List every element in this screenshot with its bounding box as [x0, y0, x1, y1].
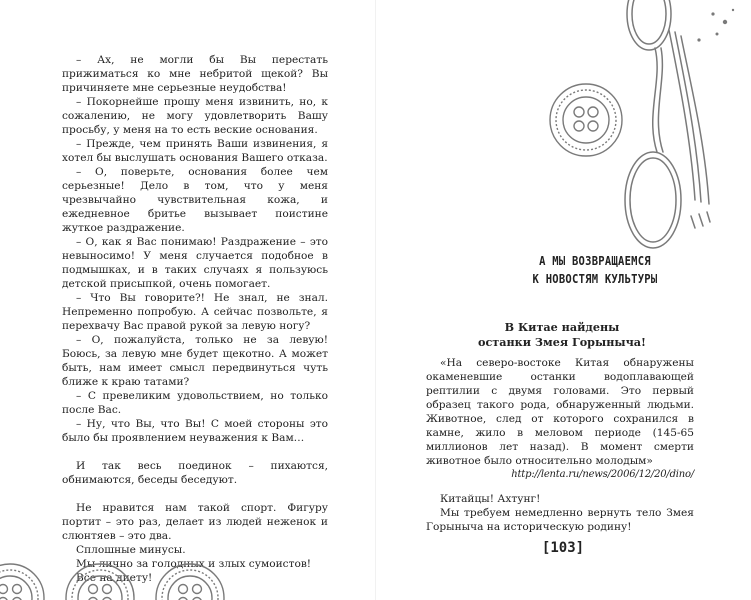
paragraph: Сплошные минусы. — [76, 544, 186, 556]
paragraph: – О, как я Вас понимаю! Раздражение – это невыносимо! У меня случается подобное в подмышках, и в таких случаях я пользуюсь детской присыпкой, очень помогает. — [62, 236, 328, 290]
paragraph: – С превеликим удовольствием, но только после Вас. — [62, 390, 328, 416]
right-body-text — [426, 356, 694, 534]
glasses-illustration — [621, 0, 751, 265]
paragraph: – Прежде, чем принять Ваши извинения, я хотел бы выслушать основания Вашего отказа. — [62, 138, 328, 164]
paragraph: Мы лично за голодных и злых сумоистов! — [76, 558, 312, 570]
decorative-dots — [697, 9, 734, 42]
section-heading-line: К НОВОСТЯМ КУЛЬТУРЫ — [532, 271, 658, 286]
news-title — [416, 320, 708, 350]
section-heading — [498, 252, 691, 288]
buttons-illustration — [0, 540, 230, 600]
section-heading-line: А МЫ ВОЗВРАЩАЕМСЯ — [539, 253, 651, 268]
news-title-line: останки Змея Горыныча! — [478, 335, 646, 349]
button-illustration — [156, 564, 224, 600]
source-link[interactable]: http://lenta.ru/news/2006/12/20/dino/ — [511, 469, 694, 480]
right-page — [376, 0, 751, 600]
news-title-line: В Китае найдены — [504, 320, 620, 334]
page-number: [103] — [541, 540, 585, 556]
paragraph: Не нравится нам такой спорт. Фигуру портит – это раз, делает из людей неженок и слюнтяев – это два. — [62, 502, 328, 542]
button-illustration — [546, 80, 626, 160]
paragraph: – Ну, что Вы, что Вы! С моей стороны это было бы проявлением неуважения к Вам… — [62, 418, 328, 444]
button-illustration — [66, 564, 134, 600]
paragraph: – О, пожалуйста, только не за левую! Боюсь, за левую мне будет щекотно. А может быть, нам имеет смысл передвинуться чуть ближе к краю татами? — [62, 334, 328, 388]
paragraph: – Что Вы говорите?! Не знал, не знал. Непременно попробую. А сейчас позвольте, я перехвачу Вас правой рукой за левую ногу? — [62, 292, 328, 332]
left-body-text — [62, 53, 328, 585]
paragraph: – О, поверьте, основания более чем серьезные! Дело в том, что у меня чрезвычайно чувствительная кожа, и ежедневное бритье вызывает поистине жуткое раздражение. — [62, 166, 328, 234]
paragraph: – Покорнейше прошу меня извинить, но, к сожалению, не могу удовлетворить Вашу просьбу, у меня на то есть веские основания. — [62, 96, 328, 136]
paragraph: Все на диету! — [76, 572, 153, 584]
left-page — [0, 0, 375, 600]
paragraph: – Ах, не могли бы Вы перестать прижиматься ко мне небритой щекой? Вы причиняете мне серьезные неудобства! — [62, 54, 328, 94]
paragraph: Мы требуем немедленно вернуть тело Змея Горыныча на историческую родину! — [426, 507, 694, 533]
news-quote: «На северо-востоке Китая обнаружены окаменевшие останки водоплавающей рептилии с двумя головами. Это первый образец такого рода, обнаруженный людьми. Животное, след от которого сохранился в камне, жило в меловом периоде (145-65 миллионов лет назад). В момент смерти животное было относительно молодым» — [426, 357, 694, 467]
button-illustration — [0, 564, 44, 600]
paragraph: И так весь поединок – пихаются, обнимаются, беседы беседуют. — [62, 460, 328, 486]
paragraph: Китайцы! Ахтунг! — [440, 493, 541, 505]
